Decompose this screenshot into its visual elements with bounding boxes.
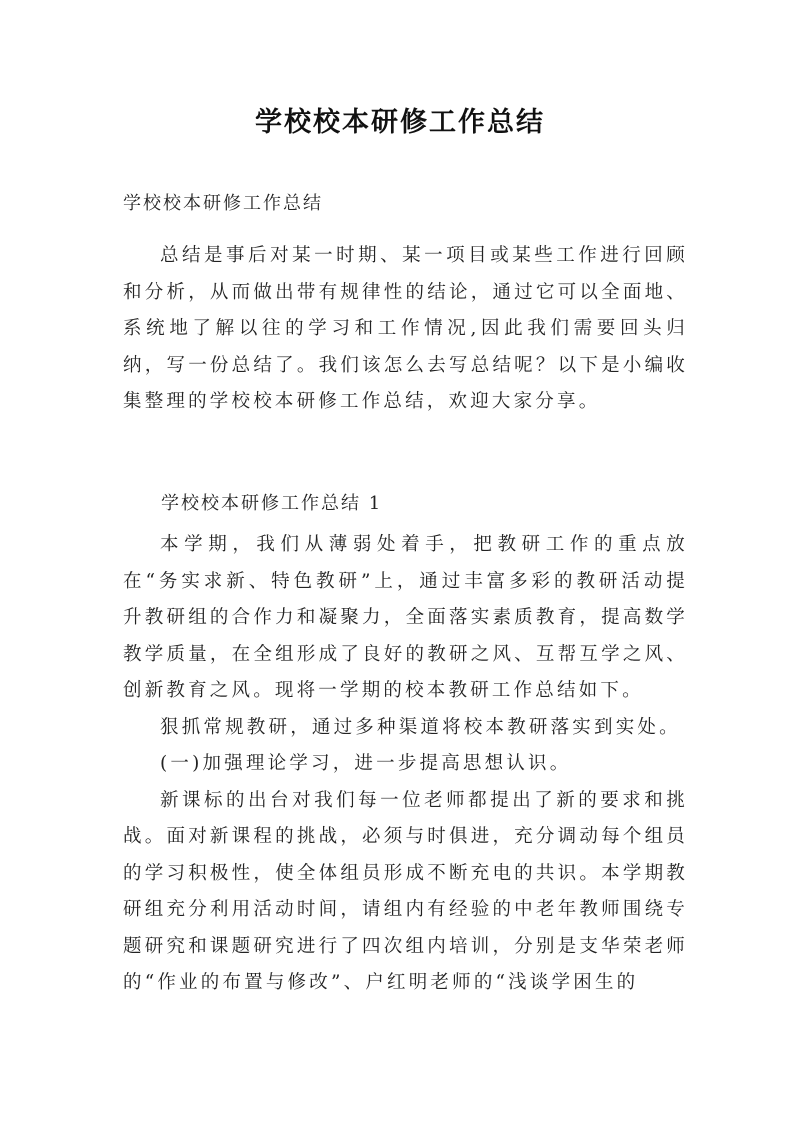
- intro-paragraph: 总结是事后对某一时期、某一项目或某些工作进行回顾和分析，从而做出带有规律性的结论，通过它可以全面地、系统地了解以往的学习和工作情况,因此我们需要回头归纳，写一份总结了。我们该怎么去写总结呢？以下是小编收集整理的学校校本研修工作总结，欢迎大家分享。: [123, 245, 688, 412]
- section-heading: 学校校本研修工作总结 1: [161, 493, 383, 514]
- document-subtitle: 学校校本研修工作总结: [123, 193, 323, 214]
- body-paragraph: (一)加强理论学习，进一步提高思想认识。: [160, 753, 572, 774]
- intro-block: [123, 238, 688, 421]
- document-title: 学校校本研修工作总结: [255, 107, 545, 138]
- body-paragraph: 本学期，我们从薄弱处着手，把教研工作的重点放在“务实求新、特色教研”上，通过丰富多彩的教研活动提升教研组的合作力和凝聚力，全面落实素质教育，提高数学教学质量，在全组形成了良好的教研之风、互帮互学之风、创新教育之风。现将一学期的校本教研工作总结如下。: [123, 534, 688, 701]
- section-body: [123, 527, 688, 1002]
- body-paragraph: 新课标的出台对我们每一位老师都提出了新的要求和挑战。面对新课程的挑战，必须与时俱进，充分调动每个组员的学习积极性，使全体组员形成不断充电的共识。本学期教研组充分利用活动时间，请组内有经验的中老年教师围绕专题研究和课题研究进行了四次组内培训，分别是支华荣老师的“作业的布置与修改”、户红明老师的“浅谈学困生的: [123, 789, 688, 993]
- body-paragraph: 狠抓常规教研，通过多种渠道将校本教研落实到实处。: [160, 716, 681, 738]
